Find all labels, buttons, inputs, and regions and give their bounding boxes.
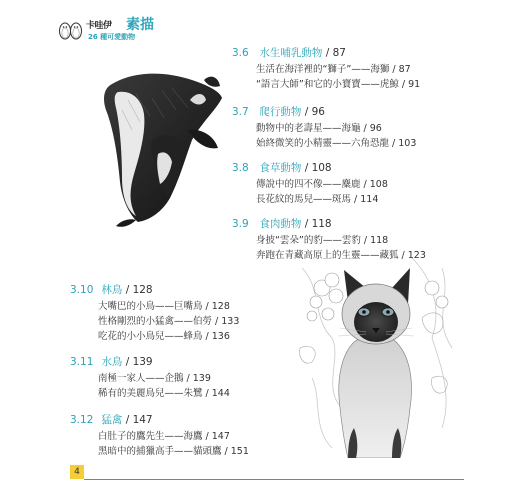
footer-divider bbox=[84, 479, 464, 480]
section-heading bbox=[232, 216, 426, 232]
toc-section-3-8 bbox=[232, 160, 388, 206]
toc-section-3-12 bbox=[70, 412, 249, 458]
page-number: 4 bbox=[70, 465, 84, 479]
section-number: 3.9 bbox=[232, 218, 249, 230]
toc-section-3-9 bbox=[232, 216, 426, 262]
section-page: / 118 bbox=[304, 218, 332, 230]
section-page: / 87 bbox=[325, 47, 346, 59]
section-heading bbox=[232, 160, 388, 176]
toc-entry[interactable]: 白肚子的鷹先生——海鷹 / 147 bbox=[98, 431, 230, 442]
toc-section-3-10 bbox=[70, 282, 239, 343]
section-number: 3.11 bbox=[70, 356, 94, 368]
toc-entry[interactable]: 黑暗中的捕獵高手——貓頭鷹 / 151 bbox=[98, 446, 249, 457]
toc-entry[interactable]: 生活在海洋裡的“獅子”——海獅 / 87 bbox=[256, 64, 411, 75]
penguin-icon bbox=[58, 18, 84, 42]
toc-entry[interactable]: “語言大師”和它的小寶寶——虎鯨 / 91 bbox=[256, 79, 421, 90]
section-title[interactable]: 食草動物 bbox=[259, 162, 302, 174]
toc-entry[interactable]: 傳說中的四不像——麋鹿 / 108 bbox=[256, 179, 388, 190]
orca-illustration bbox=[92, 70, 226, 230]
toc-entry[interactable]: 奔跑在青藏高原上的生靈——藏狐 / 123 bbox=[256, 250, 426, 261]
siamese-cat-illustration bbox=[292, 258, 460, 458]
section-heading bbox=[70, 354, 230, 370]
section-page: / 108 bbox=[304, 162, 332, 174]
toc-entry[interactable]: 大嘴巴的小鳥——巨嘴鳥 / 128 bbox=[98, 301, 230, 312]
section-number: 3.10 bbox=[70, 284, 94, 296]
toc-entry[interactable]: 稀有的美麗鳥兒——朱鷺 / 144 bbox=[98, 388, 230, 399]
toc-entry[interactable]: 性格剛烈的小猛禽——伯勞 / 133 bbox=[98, 316, 240, 327]
section-heading bbox=[232, 45, 420, 61]
toc-entry[interactable]: 始終微笑的小精靈——六角恐龍 / 103 bbox=[256, 138, 417, 149]
toc-section-3-6 bbox=[232, 45, 420, 91]
toc-entry[interactable]: 動物中的老壽星——海龜 / 96 bbox=[256, 123, 382, 134]
section-page: / 139 bbox=[125, 356, 153, 368]
section-page: / 147 bbox=[125, 414, 153, 426]
brand-logo bbox=[58, 16, 178, 46]
section-title[interactable]: 林鳥 bbox=[101, 284, 123, 296]
section-title[interactable]: 水生哺乳動物 bbox=[259, 47, 323, 59]
brand-sketch-title: 素描 bbox=[126, 17, 154, 33]
section-number: 3.12 bbox=[70, 414, 94, 426]
toc-entry[interactable]: 吃花的小小鳥兒——蜂鳥 / 136 bbox=[98, 331, 230, 342]
section-number: 3.7 bbox=[232, 106, 249, 118]
section-heading bbox=[70, 282, 239, 298]
section-title[interactable]: 爬行動物 bbox=[259, 106, 302, 118]
section-page: / 128 bbox=[125, 284, 153, 296]
toc-entry[interactable]: 南極一家人——企鵝 / 139 bbox=[98, 373, 211, 384]
section-page: / 96 bbox=[304, 106, 325, 118]
section-number: 3.8 bbox=[232, 162, 249, 174]
brand-name: 卡哇伊 bbox=[86, 21, 112, 31]
toc-entry[interactable]: 身披“雲朵”的豹——雲豹 / 118 bbox=[256, 235, 389, 246]
section-title[interactable]: 猛禽 bbox=[101, 414, 123, 426]
toc-section-3-11 bbox=[70, 354, 230, 400]
section-number: 3.6 bbox=[232, 47, 249, 59]
toc-section-3-7 bbox=[232, 104, 416, 150]
section-title[interactable]: 食肉動物 bbox=[259, 218, 302, 230]
toc-entry[interactable]: 長花紋的馬兒——斑馬 / 114 bbox=[256, 194, 379, 205]
section-heading bbox=[232, 104, 416, 120]
section-title[interactable]: 水鳥 bbox=[101, 356, 123, 368]
brand-subtitle: 26 種可愛動物 bbox=[88, 33, 136, 41]
section-heading bbox=[70, 412, 249, 428]
